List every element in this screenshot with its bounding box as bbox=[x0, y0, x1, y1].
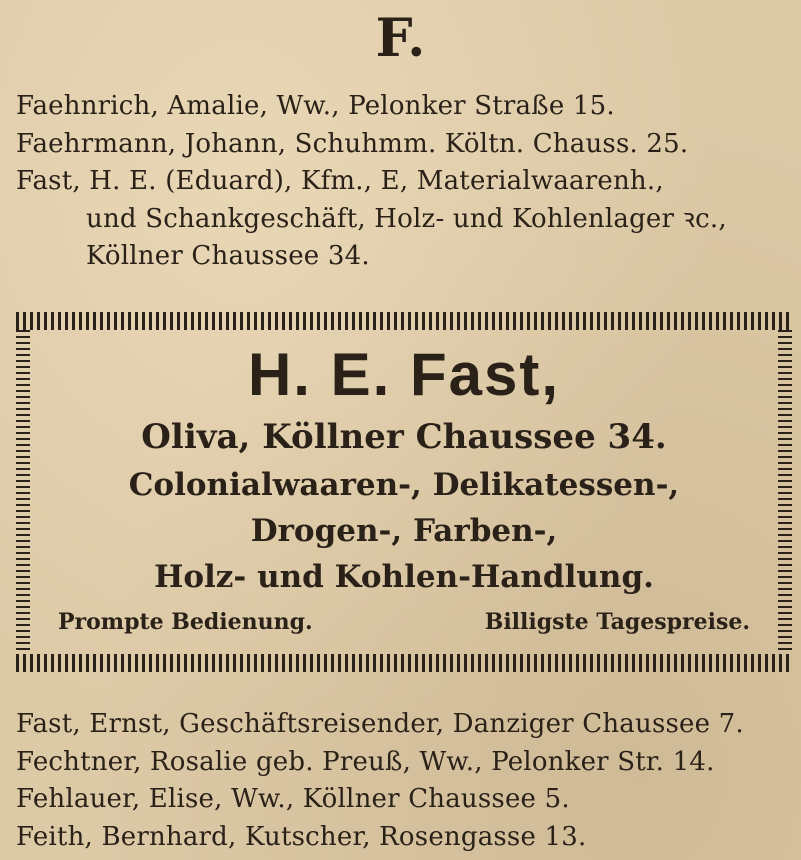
ad-goods-line: Colonialwaaren-, Delikatessen-, bbox=[128, 467, 680, 503]
directory-entry bbox=[16, 706, 801, 744]
ad-border-bottom bbox=[16, 654, 792, 672]
ad-border-top bbox=[16, 312, 792, 330]
ad-goods-line: Drogen-, Farben-, bbox=[250, 513, 558, 549]
entry-text: Feith, Bernhard, Kutscher, Rosengasse 13. bbox=[16, 821, 587, 852]
directory-entries-top bbox=[16, 88, 801, 276]
directory-entry bbox=[16, 126, 801, 164]
entry-text: Fast, Ernst, Geschäftsreisender, Danziger Chaussee 7. bbox=[16, 709, 744, 739]
entry-text: Fechtner, Rosalie geb. Preuß, Ww., Pelonker Str. 14. bbox=[16, 746, 715, 777]
ad-footer-right: Billigste Tagespreise. bbox=[484, 609, 750, 635]
entry-continuation: und Schankgeschäft, Holz- und Kohlenlager ꝛc., bbox=[86, 203, 727, 234]
advertisement-content bbox=[36, 332, 772, 652]
ad-footer bbox=[36, 602, 772, 642]
directory-entries-bottom bbox=[16, 706, 801, 856]
entry-continuation: Köllner Chaussee 34. bbox=[86, 241, 370, 271]
advertisement-box bbox=[16, 312, 792, 672]
directory-entry bbox=[16, 163, 801, 276]
section-letter-heading: F. bbox=[375, 8, 426, 69]
directory-entry bbox=[16, 819, 801, 857]
ad-business-name: H. E. Fast, bbox=[247, 341, 561, 408]
directory-entry bbox=[16, 88, 801, 126]
entry-text: Fast, H. E. (Eduard), Kfm., E, Materialwaarenh., bbox=[16, 166, 664, 196]
entry-text: Fehlauer, Elise, Ww., Köllner Chaussee 5. bbox=[16, 784, 570, 814]
directory-entry bbox=[16, 781, 801, 819]
ad-footer-left: Prompte Bedienung. bbox=[58, 609, 313, 635]
ad-goods-line: Holz- und Kohlen-Handlung. bbox=[154, 559, 654, 595]
directory-entry bbox=[16, 744, 801, 782]
entry-text: Faehnrich, Amalie, Ww., Pelonker Straße 15. bbox=[16, 91, 615, 121]
ad-address: Oliva, Köllner Chaussee 34. bbox=[141, 417, 667, 457]
ad-border-left bbox=[16, 330, 30, 654]
entry-text: Faehrmann, Johann, Schuhmm. Költn. Chauss. 25. bbox=[16, 128, 689, 159]
ad-border-right bbox=[778, 330, 792, 654]
